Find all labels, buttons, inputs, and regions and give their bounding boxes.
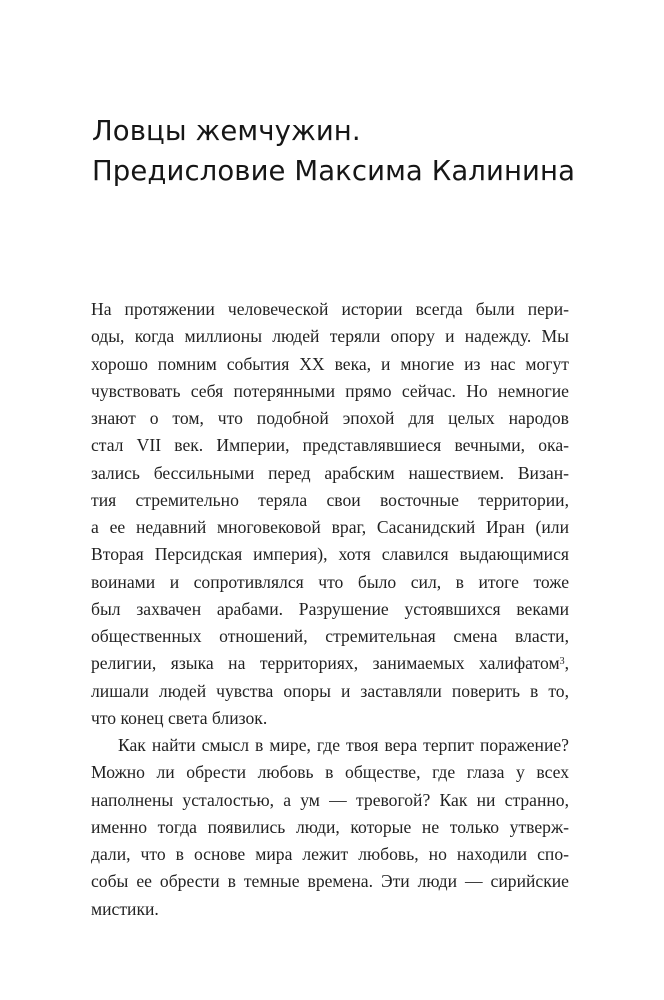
text-line: оды, когда миллионы людей теряли опору и надежду. Мы	[91, 326, 569, 347]
text-line: стал VII век. Империи, представлявшиеся вечными, ока-	[91, 435, 569, 456]
text-line: общественных отношений, стремительная смена власти,	[91, 626, 569, 646]
footnote-marker[interactable]: 3	[559, 656, 565, 668]
text-line: тия стремительно теряла свои восточные территории,	[91, 489, 569, 510]
text-line-with-footnote: религии, языка на территориях, занимаемых халифатом$^3$,	[91, 653, 569, 674]
text-line: наполнены усталостью, а ум — тревогой? Как ни странно,	[91, 789, 569, 810]
text-line: Вторая Персидская империя), хотя славился выдающимися	[91, 544, 569, 565]
paragraph-1	[91, 296, 569, 732]
text-line: чувствовать себя потерянными прямо сейчас. Но немногие	[91, 380, 569, 401]
text-line: На протяжении человеческой истории всегда были пери-	[91, 299, 569, 319]
chapter-title	[92, 111, 612, 191]
chapter-title-line-1: Ловцы жемчужин.	[92, 115, 361, 147]
text-line: дали, что в основе мира лежит любовь, но находили спо-	[91, 844, 569, 864]
text-line: что конец света близок.	[91, 707, 268, 728]
text-line: Как найти смысл в мире, где твоя вера терпит поражение?	[118, 735, 569, 755]
chapter-title-line-2: Предисловие Максима Калинина	[92, 155, 576, 187]
text-line: Можно ли обрести любовь в обществе, где глаза у всех	[91, 762, 569, 783]
text-line: воинами и сопротивлялся что было сил, в итоге тоже	[91, 571, 569, 592]
text-line: лишали людей чувства опоры и заставляли поверить в то,	[91, 680, 569, 701]
text-line: собы ее обрести в темные времена. Эти люди — сирийские	[91, 871, 569, 892]
paragraph-2	[91, 732, 569, 923]
body-text	[91, 296, 569, 923]
text-line: был захвачен арабами. Разрушение устоявшихся веками	[91, 598, 569, 619]
text-line-content: религии, языка на территориях, занимаемых халифатом	[91, 653, 560, 674]
text-line: именно тогда появились люди, которые не только утверж-	[91, 816, 569, 837]
text-line: знают о том, что подобной эпохой для целых народов	[91, 408, 569, 428]
text-line: зались бессильными перед арабским нашествием. Визан-	[91, 462, 569, 483]
text-line: мистики.	[91, 898, 159, 919]
text-line: а ее недавний многовековой враг, Сасанидский Иран (или	[91, 517, 569, 537]
text-line: хорошо помним события XX века, и многие из нас могут	[91, 353, 569, 374]
